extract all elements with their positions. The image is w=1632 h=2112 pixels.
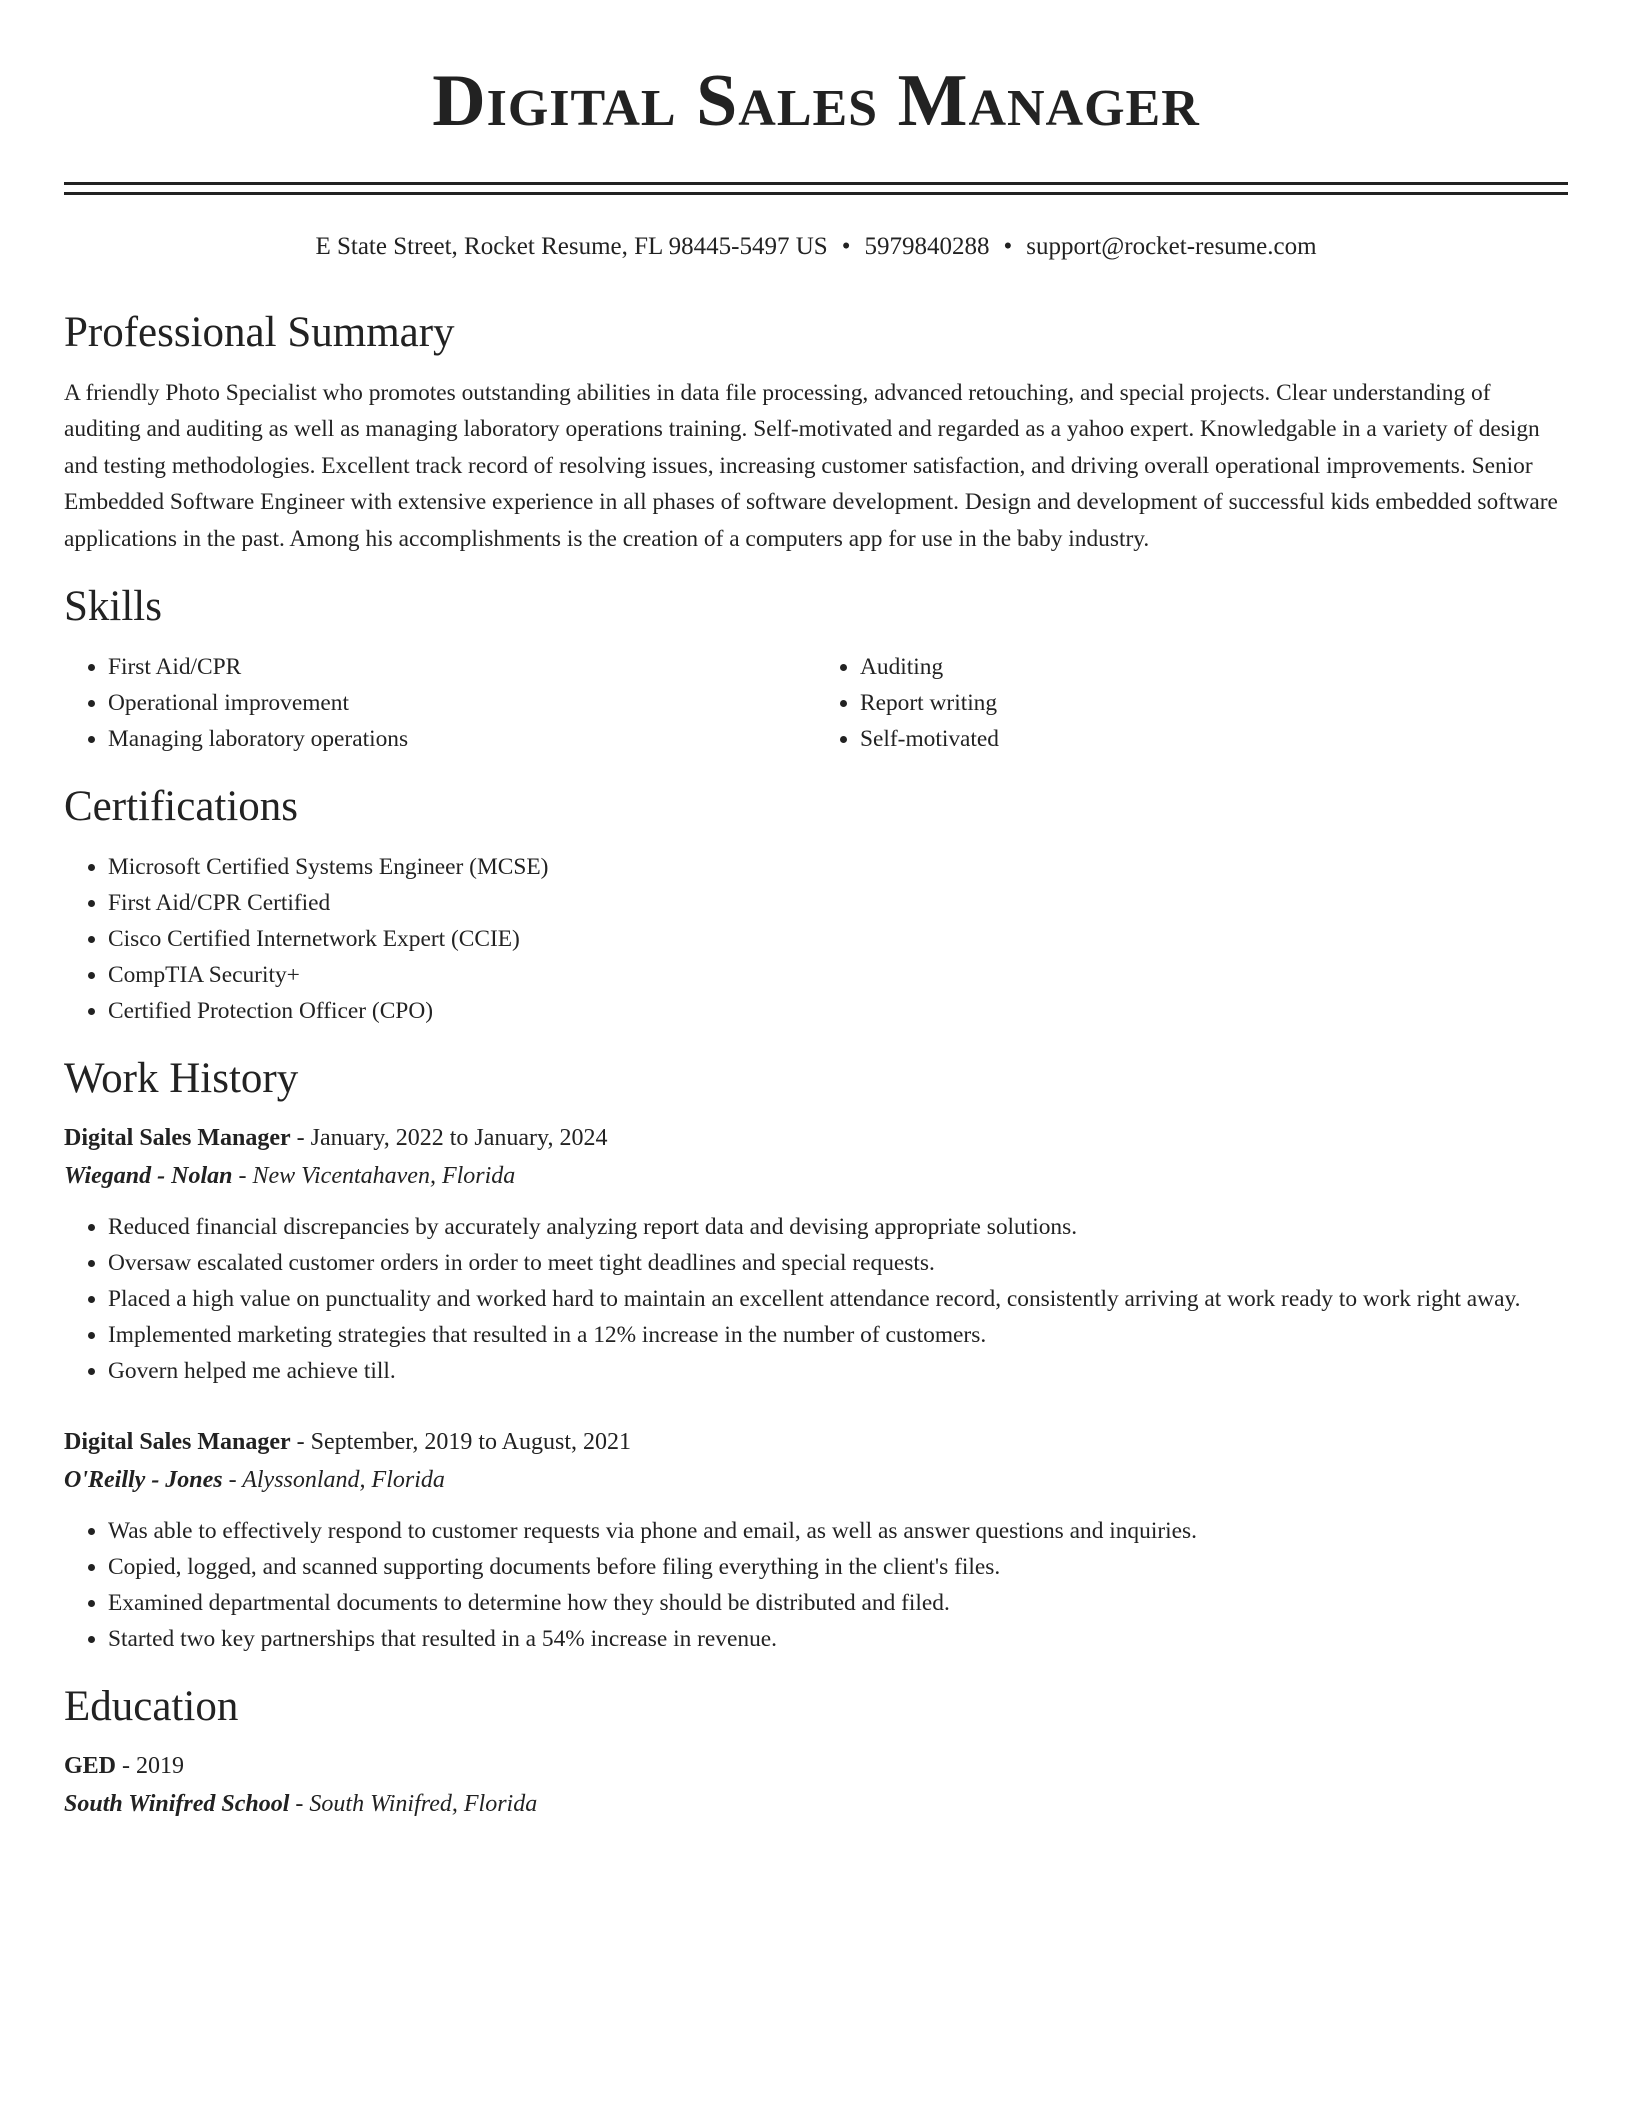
job-bullets [64, 1513, 1568, 1657]
job-location: Alyssonland, Florida [242, 1467, 445, 1494]
contact-address: E State Street, Rocket Resume, FL 98445-5497 US [315, 233, 828, 260]
job-bullets [64, 1209, 1568, 1389]
certification-item: • Cisco Certified Internetwork Expert (CCIE) [108, 921, 1568, 957]
education-degree-line: GED - 2019 [64, 1753, 185, 1780]
education-school-line: South Winifred School - South Winifred, Florida [64, 1791, 538, 1818]
job-bullet: • Examined departmental documents to determine how they should be distributed and filed. [108, 1585, 1568, 1621]
header-rule-bottom [64, 192, 1568, 195]
skill-item: • Report writing [860, 685, 1568, 721]
contact-phone: 5979840288 [864, 233, 990, 260]
education-heading: Education [64, 1683, 239, 1731]
skills-columns [64, 649, 1568, 757]
job-bullet: • Oversaw escalated customer orders in order to meet tight deadlines and special requests. [108, 1245, 1568, 1281]
job-company: O'Reilly - Jones [64, 1467, 223, 1494]
education-degree: GED [64, 1753, 117, 1780]
skill-item: • Managing laboratory operations [108, 721, 816, 757]
summary-heading: Professional Summary [64, 309, 455, 356]
resume-name: Digital Sales Manager [432, 60, 1200, 142]
job-dates: January, 2022 to January, 2024 [310, 1125, 608, 1152]
certifications-list [64, 849, 1568, 1029]
certification-item: • CompTIA Security+ [108, 957, 1568, 993]
job-company-line: O'Reilly - Jones - Alyssonland, Florida [64, 1467, 445, 1494]
summary-text: A friendly Photo Specialist who promotes outstanding abilities in data file processing, advanced retouching, and special projects. Clear understanding of auditing and auditing as well as managing laboratory operations training. Self-motivated and regarded as a yahoo expert. Knowledgable in a variety of design and testing methodologies. Excellent track record of resolving issues, increasing customer satisfaction, and driving overall operational improvements. Senior Embedded Software Engineer with extensive experience in all phases of software development. Design and development of successful kids embedded software applications in the past. Among his accomplishments is the creation of a computers app for use in the baby industry. [64, 380, 1558, 552]
contact-email[interactable]: support@rocket-resume.com [1026, 233, 1317, 260]
job-bullet: • Govern helped me achieve till. [108, 1353, 1568, 1389]
job-location: New Vicentahaven, Florida [252, 1163, 516, 1190]
work-history-heading: Work History [64, 1055, 299, 1103]
job-bullet: • Reduced financial discrepancies by accurately analyzing report data and devising appropriate solutions. [108, 1209, 1568, 1245]
skills-heading: Skills [64, 583, 162, 631]
job-bullet: • Was able to effectively respond to customer requests via phone and email, as well as answer questions and inquiries. [108, 1513, 1568, 1549]
job-company: Wiegand - Nolan [64, 1163, 233, 1190]
education-location: South Winifred, Florida [309, 1791, 538, 1818]
job-title-line: Digital Sales Manager - September, 2019 to August, 2021 [64, 1429, 631, 1456]
job-bullet: • Placed a high value on punctuality and worked hard to maintain an excellent attendance record, consistently arriving at work ready to work right away. [108, 1281, 1568, 1317]
contact-line [64, 229, 1568, 265]
job-role: Digital Sales Manager [64, 1125, 291, 1152]
job-company-line: Wiegand - Nolan - New Vicentahaven, Florida [64, 1163, 516, 1190]
job-bullet: • Copied, logged, and scanned supporting documents before filing everything in the client's files. [108, 1549, 1568, 1585]
contact-separator: • [841, 233, 851, 260]
skill-item: • First Aid/CPR [108, 649, 816, 685]
job-entry [64, 1423, 1568, 1657]
job-bullet: • Started two key partnerships that resulted in a 54% increase in revenue. [108, 1621, 1568, 1657]
certification-item: • Microsoft Certified Systems Engineer (MCSE) [108, 849, 1568, 885]
skill-item: • Self-motivated [860, 721, 1568, 757]
skill-item: • Auditing [860, 649, 1568, 685]
skills-list-right [816, 649, 1568, 757]
certifications-heading: Certifications [64, 783, 299, 831]
certification-item: • Certified Protection Officer (CPO) [108, 993, 1568, 1029]
certification-item: • First Aid/CPR Certified [108, 885, 1568, 921]
skill-item: • Operational improvement [108, 685, 816, 721]
skills-list-left [64, 649, 816, 757]
job-bullet: • Implemented marketing strategies that resulted in a 12% increase in the number of customers. [108, 1317, 1568, 1353]
header-rule-top [64, 182, 1568, 185]
contact-separator: • [1003, 233, 1013, 260]
job-role: Digital Sales Manager [64, 1429, 291, 1456]
education-year: 2019 [136, 1753, 185, 1780]
job-title-line: Digital Sales Manager - January, 2022 to January, 2024 [64, 1125, 608, 1152]
job-dates: September, 2019 to August, 2021 [310, 1429, 631, 1456]
education-school: South Winifred School [64, 1791, 290, 1818]
job-entry [64, 1119, 1568, 1389]
